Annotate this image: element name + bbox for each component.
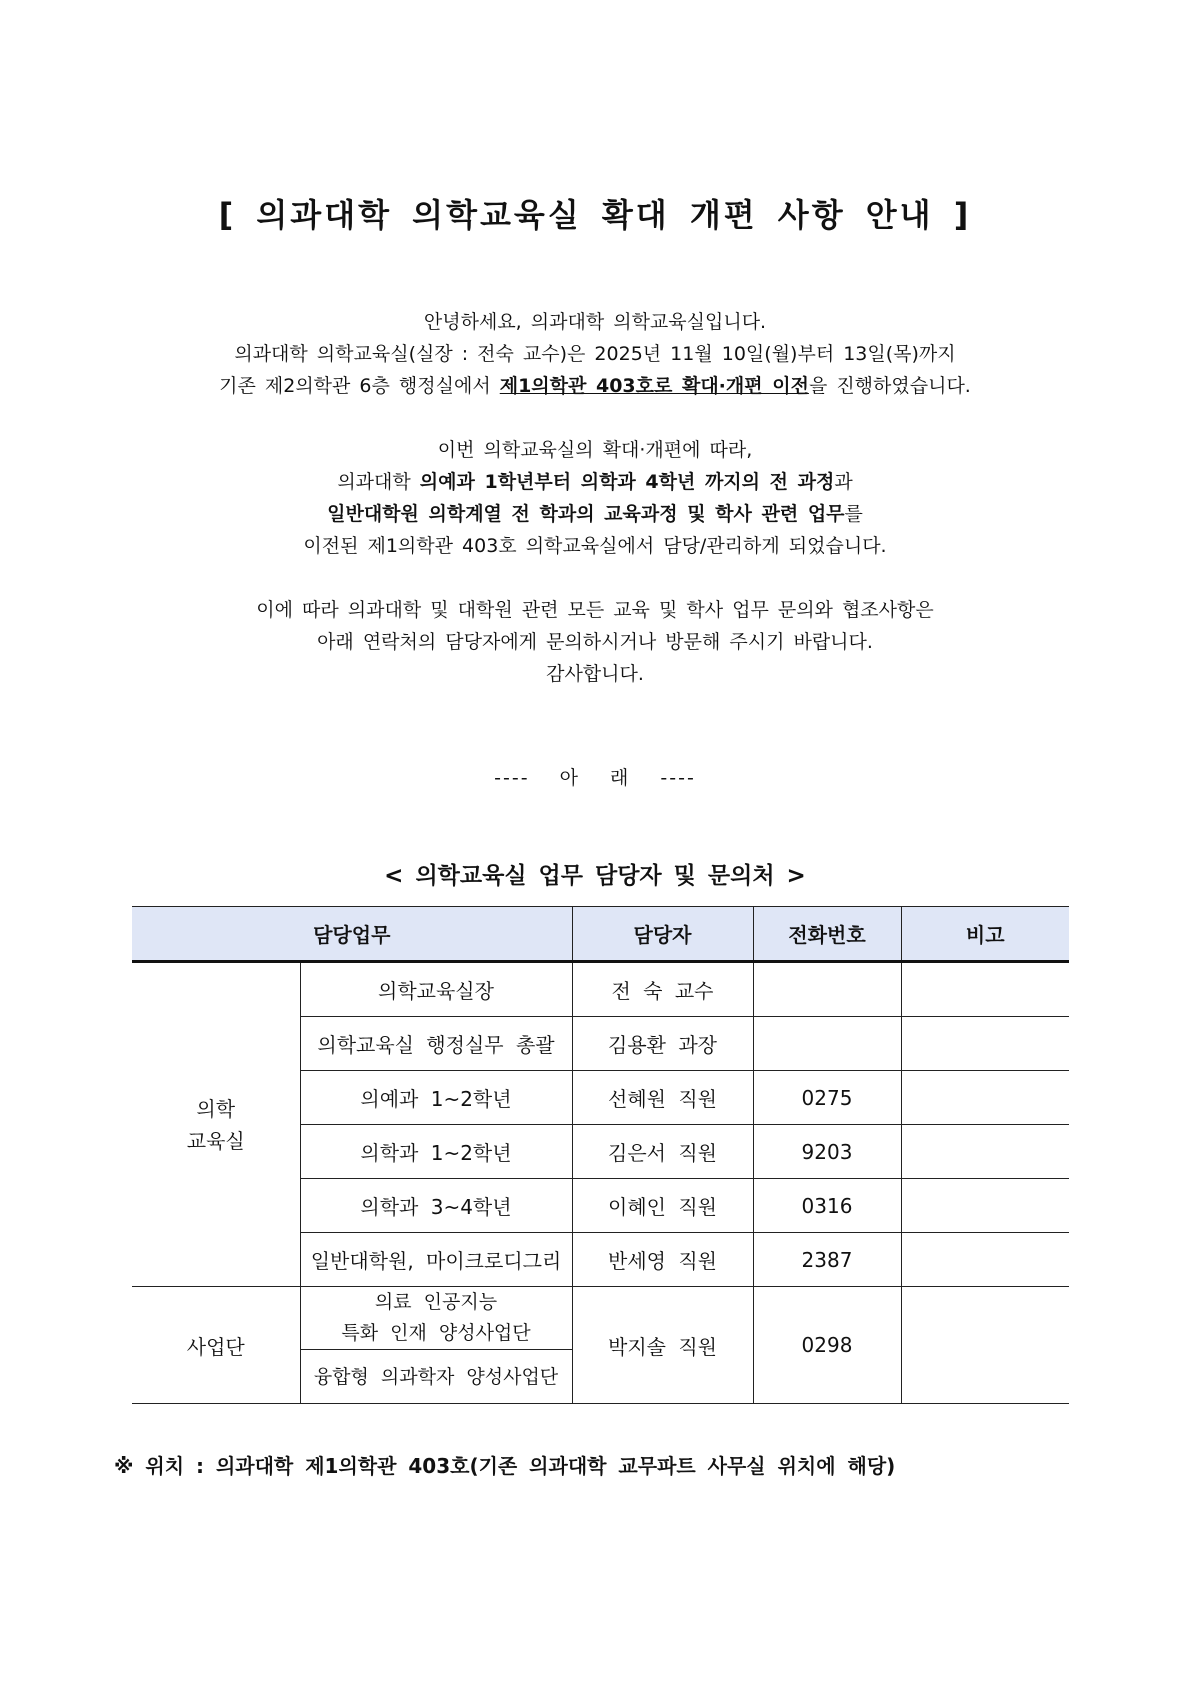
duty-cell-physician-scientist: 융합형 의과학자 양성사업단	[300, 1350, 572, 1404]
intro-text	[0, 306, 1190, 690]
phone-cell: 9203	[753, 1125, 901, 1179]
intro-line-3-pre: 기존 제2의학관 6층 행정실에서	[219, 375, 500, 397]
note-cell	[901, 1233, 1069, 1287]
group-label-project-team: 사업단	[132, 1287, 300, 1404]
person-cell: 박지솔 직원	[572, 1287, 753, 1404]
duty-cell: 의학교육실장	[300, 962, 572, 1017]
duty-line-2: 특화 인재 양성사업단	[341, 1322, 531, 1344]
intro-line-2: 의과대학 의학교육실(실장 : 전숙 교수)은 2025년 11월 10일(월)부터 13일(목)까지	[234, 343, 956, 365]
group-label-line-1: 의학	[196, 1096, 236, 1121]
person-cell: 김용환 과장	[572, 1017, 753, 1071]
group-label-education-office	[132, 962, 300, 1287]
intro-line-9: 아래 연락처의 담당자에게 문의하시거나 방문해 주시기 바랍니다.	[317, 631, 873, 653]
duty-cell: 의학교육실 행정실무 총괄	[300, 1017, 572, 1071]
note-cell	[901, 1071, 1069, 1125]
group-label-line-2: 교육실	[186, 1128, 245, 1153]
intro-line-3	[0, 370, 1190, 402]
intro-line-3-emphasis: 제1의학관 403호로 확대·개편 이전	[499, 375, 809, 397]
duty-cell: 의예과 1~2학년	[300, 1071, 572, 1125]
person-cell: 김은서 직원	[572, 1125, 753, 1179]
phone-cell: 0298	[753, 1287, 901, 1404]
phone-cell	[753, 1017, 901, 1071]
intro-line-8: 이에 따라 의과대학 및 대학원 관련 모든 교육 및 학사 업무 문의와 협조사항은	[256, 599, 934, 621]
location-note: ※ 위치 : 의과대학 제1의학관 403호(기존 의과대학 교무파트 사무실 위치에 해당)	[114, 1454, 896, 1478]
intro-line-4: 이번 의학교육실의 확대·개편에 따라,	[437, 439, 753, 461]
intro-line-5-post: 과	[834, 471, 853, 493]
phone-cell: 0275	[753, 1071, 901, 1125]
intro-line-1: 안녕하세요, 의과대학 의학교육실입니다.	[423, 311, 767, 333]
header-phone: 전화번호	[753, 907, 901, 962]
duty-cell: 일반대학원, 마이크로디그리	[300, 1233, 572, 1287]
table-row	[132, 1287, 1069, 1350]
intro-line-5	[0, 466, 1190, 498]
duty-cell: 의학과 1~2학년	[300, 1125, 572, 1179]
intro-line-6-post: 를	[844, 503, 863, 525]
intro-line-3-post: 을 진행하였습니다.	[808, 375, 971, 397]
duty-cell-ai-talent	[300, 1287, 572, 1350]
intro-line-10: 감사합니다.	[546, 663, 644, 685]
contact-table	[132, 906, 1069, 1404]
table-title: < 의학교육실 업무 담당자 및 문의처 >	[384, 863, 806, 889]
table-header-row	[132, 907, 1069, 962]
document-title: [ 의과대학 의학교육실 확대 개편 사항 안내 ]	[218, 196, 972, 234]
phone-cell: 0316	[753, 1179, 901, 1233]
duty-line-1: 의료 인공지능	[374, 1291, 498, 1313]
note-cell	[901, 1179, 1069, 1233]
intro-line-7: 이전된 제1의학관 403호 의학교육실에서 담당/관리하게 되었습니다.	[303, 535, 887, 557]
note-cell	[901, 1287, 1069, 1404]
duty-cell: 의학과 3~4학년	[300, 1179, 572, 1233]
intro-line-6	[0, 498, 1190, 530]
note-cell	[901, 962, 1069, 1017]
note-cell	[901, 1017, 1069, 1071]
phone-cell	[753, 962, 901, 1017]
intro-line-6-emphasis: 일반대학원 의학계열 전 학과의 교육과정 및 학사 관련 업무	[327, 503, 845, 525]
header-person: 담당자	[572, 907, 753, 962]
section-separator: ---- 아 래 ----	[494, 767, 696, 789]
phone-cell: 2387	[753, 1233, 901, 1287]
person-cell: 이혜인 직원	[572, 1179, 753, 1233]
intro-line-5-pre: 의과대학	[337, 471, 420, 493]
table-row	[132, 962, 1069, 1017]
person-cell: 선혜원 직원	[572, 1071, 753, 1125]
person-cell: 전 숙 교수	[572, 962, 753, 1017]
intro-line-5-emphasis: 의예과 1학년부터 의학과 4학년 까지의 전 과정	[419, 471, 835, 493]
header-duty: 담당업무	[132, 907, 572, 962]
header-note: 비고	[901, 907, 1069, 962]
person-cell: 반세영 직원	[572, 1233, 753, 1287]
note-cell	[901, 1125, 1069, 1179]
